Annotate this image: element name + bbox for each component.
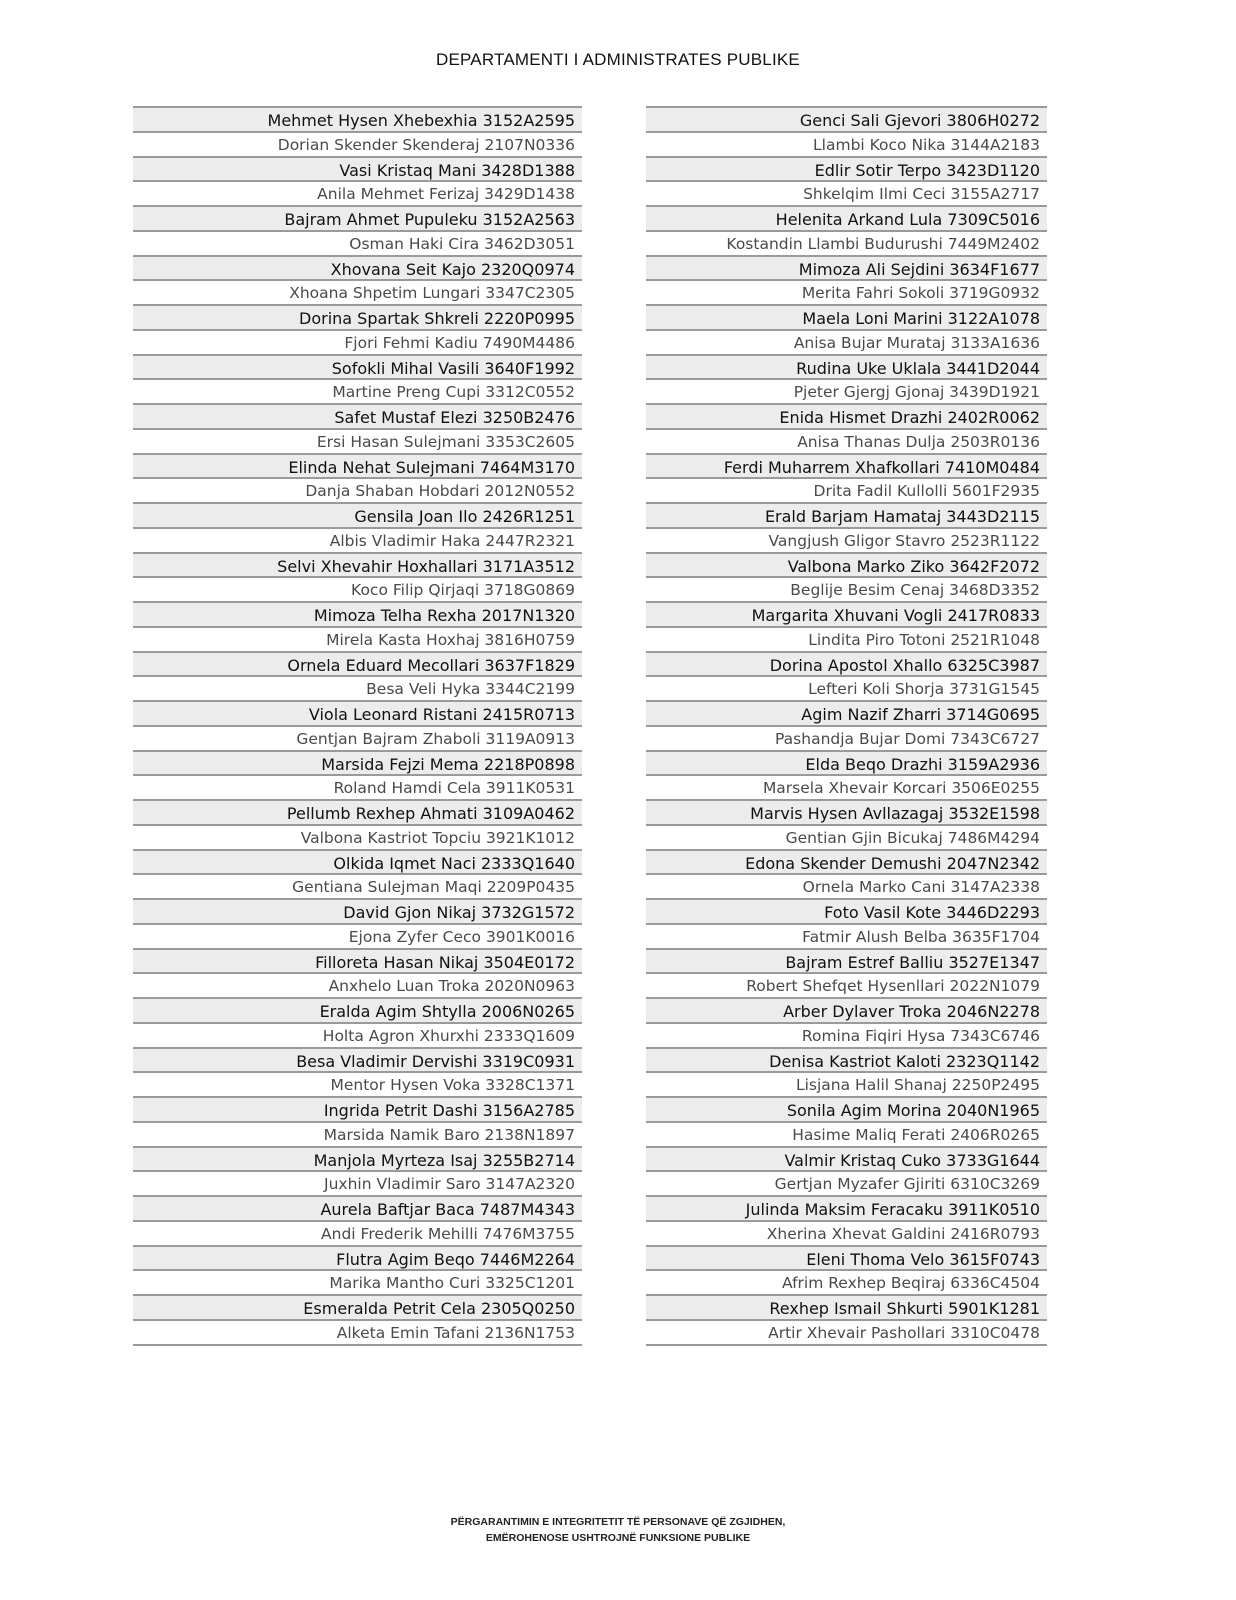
left-name-list — [133, 106, 582, 1346]
list-item: Esmeralda Petrit Cela 2305Q0250 — [133, 1296, 582, 1321]
list-item: Shkelqim Ilmi Ceci 3155A2717 — [646, 182, 1047, 207]
list-item: Eralda Agim Shtylla 2006N0265 — [133, 999, 582, 1024]
list-item: Foto Vasil Kote 3446D2293 — [646, 900, 1047, 925]
list-item: Edlir Sotir Terpo 3423D1120 — [646, 158, 1047, 183]
list-item: Aurela Baftjar Baca 7487M4343 — [133, 1197, 582, 1222]
list-item: Gertjan Myzafer Gjiriti 6310C3269 — [646, 1172, 1047, 1197]
list-item: Selvi Xhevahir Hoxhallari 3171A3512 — [133, 554, 582, 579]
list-item: Romina Fiqiri Hysa 7343C6746 — [646, 1024, 1047, 1049]
list-item: Robert Shefqet Hysenllari 2022N1079 — [646, 974, 1047, 999]
list-item: Ejona Zyfer Ceco 3901K0016 — [133, 925, 582, 950]
list-item: Ornela Eduard Mecollari 3637F1829 — [133, 653, 582, 678]
list-item: Agim Nazif Zharri 3714G0695 — [646, 702, 1047, 727]
page-title: DEPARTAMENTI I ADMINISTRATES PUBLIKE — [436, 50, 800, 69]
list-item: Sonila Agim Morina 2040N1965 — [646, 1098, 1047, 1123]
list-item: Valbona Kastriot Topciu 3921K1012 — [133, 826, 582, 851]
footer — [0, 1514, 1236, 1546]
list-item: Pashandja Bujar Domi 7343C6727 — [646, 727, 1047, 752]
list-item: Marika Mantho Curi 3325C1201 — [133, 1271, 582, 1296]
list-item: Flutra Agim Beqo 7446M2264 — [133, 1247, 582, 1272]
right-name-list — [646, 106, 1047, 1346]
list-item: Llambi Koco Nika 3144A2183 — [646, 133, 1047, 158]
list-item: Besa Veli Hyka 3344C2199 — [133, 677, 582, 702]
list-item: Filloreta Hasan Nikaj 3504E0172 — [133, 950, 582, 975]
list-item: Dorian Skender Skenderaj 2107N0336 — [133, 133, 582, 158]
list-item: Bajram Ahmet Pupuleku 3152A2563 — [133, 207, 582, 232]
list-item: Koco Filip Qirjaqi 3718G0869 — [133, 578, 582, 603]
list-item: Helenita Arkand Lula 7309C5016 — [646, 207, 1047, 232]
list-item: Valbona Marko Ziko 3642F2072 — [646, 554, 1047, 579]
list-item: Mimoza Ali Sejdini 3634F1677 — [646, 257, 1047, 282]
list-item: Holta Agron Xhurxhi 2333Q1609 — [133, 1024, 582, 1049]
list-item: Marvis Hysen Avllazagaj 3532E1598 — [646, 801, 1047, 826]
list-item: Gentjan Bajram Zhaboli 3119A0913 — [133, 727, 582, 752]
list-item: Hasime Maliq Ferati 2406R0265 — [646, 1123, 1047, 1148]
list-item: Vangjush Gligor Stavro 2523R1122 — [646, 529, 1047, 554]
list-item: Rudina Uke Uklala 3441D2044 — [646, 356, 1047, 381]
list-item: Olkida Iqmet Naci 2333Q1640 — [133, 851, 582, 876]
list-item: Manjola Myrteza Isaj 3255B2714 — [133, 1148, 582, 1173]
list-item: Ferdi Muharrem Xhafkollari 7410M0484 — [646, 455, 1047, 480]
list-item: Lefteri Koli Shorja 3731G1545 — [646, 677, 1047, 702]
list-item: Ingrida Petrit Dashi 3156A2785 — [133, 1098, 582, 1123]
list-item: Dorina Spartak Shkreli 2220P0995 — [133, 306, 582, 331]
list-item: Lisjana Halil Shanaj 2250P2495 — [646, 1073, 1047, 1098]
list-item: Julinda Maksim Feracaku 3911K0510 — [646, 1197, 1047, 1222]
list-item: Viola Leonard Ristani 2415R0713 — [133, 702, 582, 727]
list-item: Beglije Besim Cenaj 3468D3352 — [646, 578, 1047, 603]
list-item: Afrim Rexhep Beqiraj 6336C4504 — [646, 1271, 1047, 1296]
list-item: Albis Vladimir Haka 2447R2321 — [133, 529, 582, 554]
list-item: Pellumb Rexhep Ahmati 3109A0462 — [133, 801, 582, 826]
list-item: Pjeter Gjergj Gjonaj 3439D1921 — [646, 380, 1047, 405]
list-item: Arber Dylaver Troka 2046N2278 — [646, 999, 1047, 1024]
list-item: Marsida Fejzi Mema 2218P0898 — [133, 752, 582, 777]
list-item: Mimoza Telha Rexha 2017N1320 — [133, 603, 582, 628]
list-item: Danja Shaban Hobdari 2012N0552 — [133, 479, 582, 504]
list-item: David Gjon Nikaj 3732G1572 — [133, 900, 582, 925]
list-item: Ornela Marko Cani 3147A2338 — [646, 875, 1047, 900]
list-item: Xhoana Shpetim Lungari 3347C2305 — [133, 281, 582, 306]
list-item: Drita Fadil Kullolli 5601F2935 — [646, 479, 1047, 504]
list-item: Gentian Gjin Bicukaj 7486M4294 — [646, 826, 1047, 851]
list-item: Elda Beqo Drazhi 3159A2936 — [646, 752, 1047, 777]
list-item: Valmir Kristaq Cuko 3733G1644 — [646, 1148, 1047, 1173]
list-item: Ersi Hasan Sulejmani 3353C2605 — [133, 430, 582, 455]
list-item: Alketa Emin Tafani 2136N1753 — [133, 1321, 582, 1346]
list-item: Marsela Xhevair Korcari 3506E0255 — [646, 776, 1047, 801]
list-item: Besa Vladimir Dervishi 3319C0931 — [133, 1049, 582, 1074]
list-item: Maela Loni Marini 3122A1078 — [646, 306, 1047, 331]
list-item: Denisa Kastriot Kaloti 2323Q1142 — [646, 1049, 1047, 1074]
list-item: Gentiana Sulejman Maqi 2209P0435 — [133, 875, 582, 900]
list-item: Anxhelo Luan Troka 2020N0963 — [133, 974, 582, 999]
list-item: Kostandin Llambi Budurushi 7449M2402 — [646, 232, 1047, 257]
list-item: Xherina Xhevat Galdini 2416R0793 — [646, 1222, 1047, 1247]
list-item: Gensila Joan Ilo 2426R1251 — [133, 504, 582, 529]
list-item: Anisa Bujar Murataj 3133A1636 — [646, 331, 1047, 356]
list-item: Anila Mehmet Ferizaj 3429D1438 — [133, 182, 582, 207]
list-item: Roland Hamdi Cela 3911K0531 — [133, 776, 582, 801]
list-item: Rexhep Ismail Shkurti 5901K1281 — [646, 1296, 1047, 1321]
list-item: Edona Skender Demushi 2047N2342 — [646, 851, 1047, 876]
list-item: Martine Preng Cupi 3312C0552 — [133, 380, 582, 405]
list-item: Enida Hismet Drazhi 2402R0062 — [646, 405, 1047, 430]
list-item: Fjori Fehmi Kadiu 7490M4486 — [133, 331, 582, 356]
list-item: Fatmir Alush Belba 3635F1704 — [646, 925, 1047, 950]
list-item: Marsida Namik Baro 2138N1897 — [133, 1123, 582, 1148]
list-item: Mehmet Hysen Xhebexhia 3152A2595 — [133, 108, 582, 133]
list-item: Lindita Piro Totoni 2521R1048 — [646, 628, 1047, 653]
footer-line-2: EMËROHENOSE USHTROJNË FUNKSIONE PUBLIKE — [485, 1532, 751, 1544]
list-item: Margarita Xhuvani Vogli 2417R0833 — [646, 603, 1047, 628]
list-item: Xhovana Seit Kajo 2320Q0974 — [133, 257, 582, 282]
list-item: Genci Sali Gjevori 3806H0272 — [646, 108, 1047, 133]
list-item: Artir Xhevair Pashollari 3310C0478 — [646, 1321, 1047, 1346]
list-item: Osman Haki Cira 3462D3051 — [133, 232, 582, 257]
list-item: Elinda Nehat Sulejmani 7464M3170 — [133, 455, 582, 480]
list-item: Andi Frederik Mehilli 7476M3755 — [133, 1222, 582, 1247]
list-item: Dorina Apostol Xhallo 6325C3987 — [646, 653, 1047, 678]
list-item: Anisa Thanas Dulja 2503R0136 — [646, 430, 1047, 455]
list-item: Merita Fahri Sokoli 3719G0932 — [646, 281, 1047, 306]
list-item: Erald Barjam Hamataj 3443D2115 — [646, 504, 1047, 529]
footer-line-1: PËRGARANTIMIN E INTEGRITETIT TË PERSONAVE QË ZGJIDHEN, — [450, 1516, 786, 1528]
list-item: Eleni Thoma Velo 3615F0743 — [646, 1247, 1047, 1272]
list-item: Safet Mustaf Elezi 3250B2476 — [133, 405, 582, 430]
list-item: Juxhin Vladimir Saro 3147A2320 — [133, 1172, 582, 1197]
list-item: Bajram Estref Balliu 3527E1347 — [646, 950, 1047, 975]
list-item: Mentor Hysen Voka 3328C1371 — [133, 1073, 582, 1098]
list-item: Sofokli Mihal Vasili 3640F1992 — [133, 356, 582, 381]
list-item: Vasi Kristaq Mani 3428D1388 — [133, 158, 582, 183]
list-item: Mirela Kasta Hoxhaj 3816H0759 — [133, 628, 582, 653]
